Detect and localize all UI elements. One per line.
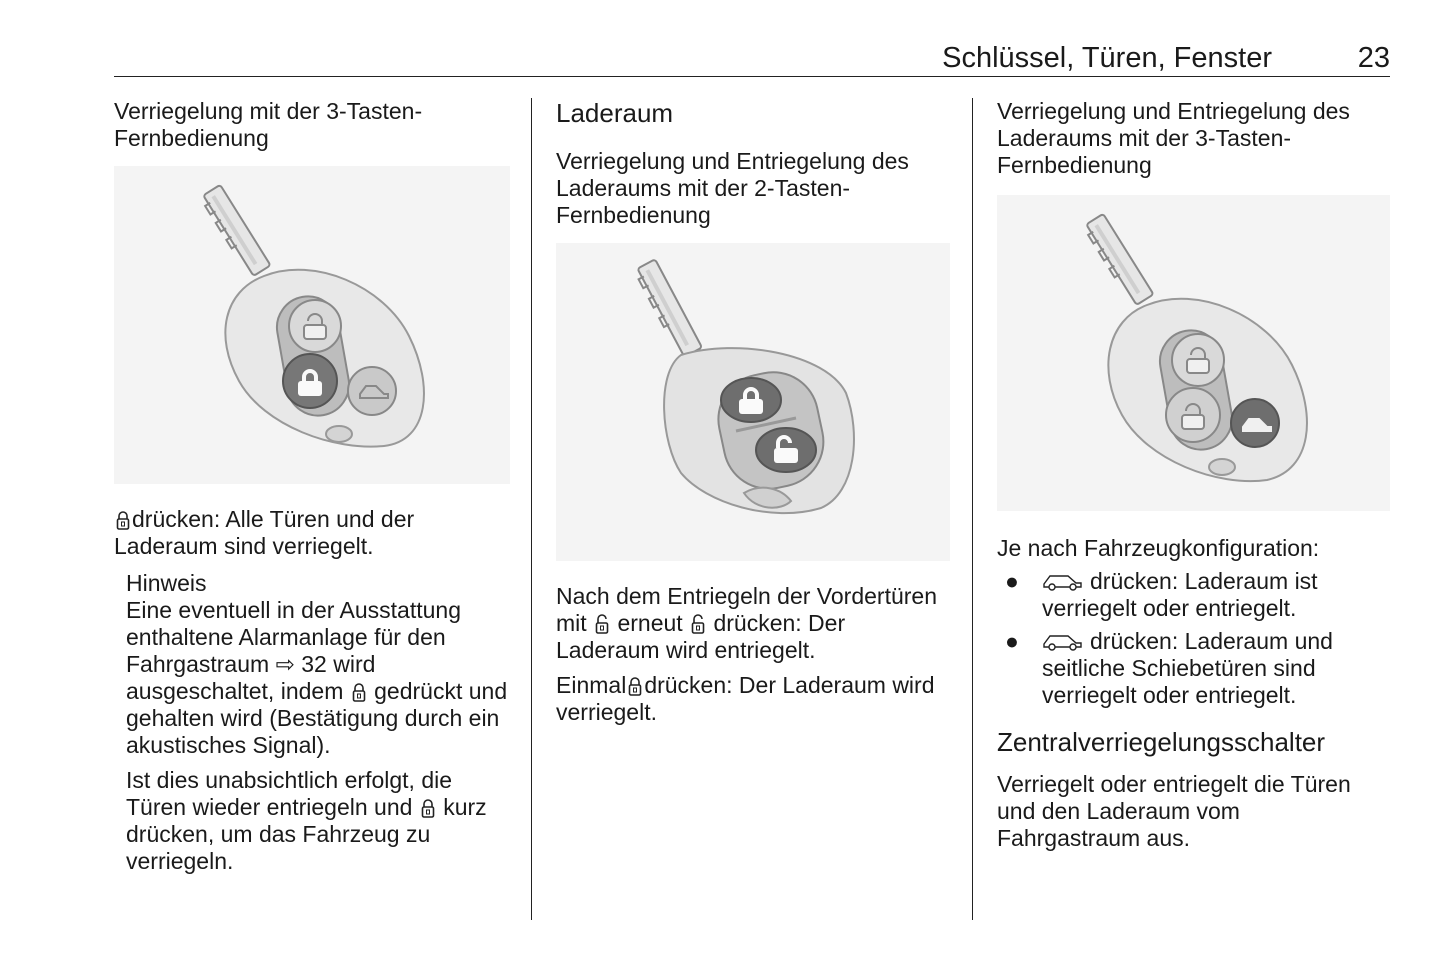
chapter-title: Schlüssel, Türen, Fenster [942,42,1272,74]
two-button-key-illustration [556,243,950,561]
column-2 [556,98,956,726]
paragraph-lock-cargo: Einmal drücken: Der Laderaum wird verriegelt. [556,672,935,725]
paragraph-unlock-cargo: Nach dem Entriegeln der Vordertüren mit erneut drücken: Der Laderaum wird entriegelt. [556,583,937,663]
column-1 [114,98,514,875]
lock-open-icon [595,613,609,635]
page-reference: 32 [301,651,327,677]
lock-open-icon [691,613,705,635]
note-paragraph-1: Eine eventuell in der Ausstattung enthaltene Alarmanlage für den Fahrgastraum ⇨ 32 wird ausgeschaltet, indem gedrückt und gehalten wird (Bestätigung durch ein akustisches Signal). [126,597,508,758]
list-item: ● drücken: Laderaum und seitliche Schiebetüren sind verriegelt oder entriegelt. [1005,628,1333,708]
three-button-key-cargo-illustration [997,195,1390,511]
note-label: Hinweis [126,570,207,596]
lock-closed-icon [628,675,642,697]
lock-closed-icon [116,509,130,531]
section-title-laderaum: Laderaum [556,98,674,128]
page-header [114,40,1390,77]
lock-closed-icon [421,797,435,819]
note-paragraph-2: Ist dies unabsichtlich erfolgt, die Türen wieder entriegeln und kurz drücken, um das Fahrzeug zu verriegeln. [126,767,487,874]
heading-3-button-cargo: Verriegelung und Entriegelung des Laderaums mit der 3-Tasten-Fernbedienung [997,98,1350,178]
column-divider [531,98,532,920]
paragraph-config-intro: Je nach Fahrzeugkonfiguration: [997,535,1320,561]
three-button-key-illustration [114,166,510,484]
column-3 [997,98,1391,852]
lock-closed-icon [352,681,366,703]
cross-reference-arrow-icon: ⇨ [275,651,295,677]
heading-2-button-cargo: Verriegelung und Entriegelung des Laderaums mit der 2-Tasten-Fernbedienung [556,148,909,228]
paragraph-central-locking: Verriegelt oder entriegelt die Türen und den Laderaum vom Fahrgastraum aus. [997,771,1351,851]
heading-3-button-locking: Verriegelung mit der 3-Tasten-Fernbedienung [114,98,423,151]
list-item: ● drücken: Laderaum ist verriegelt oder entriegelt. [1005,568,1318,621]
car-icon [1042,630,1084,652]
paragraph-lock-all: drücken: Alle Türen und der Laderaum sind verriegelt. [114,506,415,559]
bullet-list [997,568,1391,709]
note-box [126,570,511,875]
bullet-dot: ● [1005,568,1019,594]
section-title-central-locking: Zentralverriegelungsschalter [997,727,1326,757]
page-number: 23 [1357,42,1390,74]
column-divider [972,98,973,920]
car-icon [1042,570,1084,592]
bullet-dot: ● [1005,628,1019,654]
